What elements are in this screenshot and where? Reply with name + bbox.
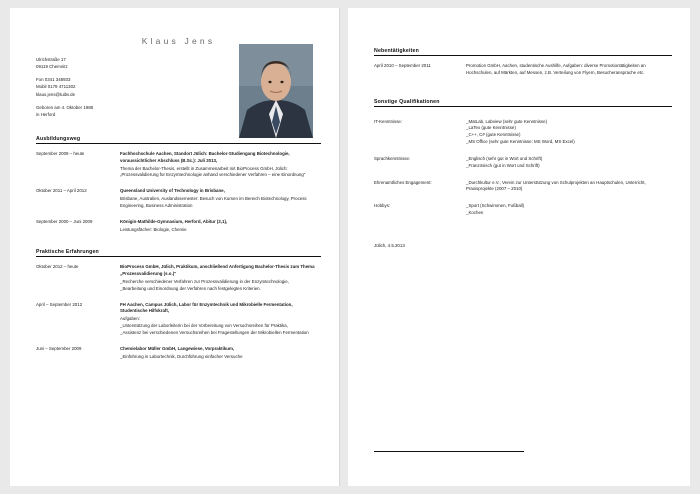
contact-phone: Fon 0341 348933 xyxy=(36,77,71,83)
entry-detail: Brisbane, Australien, Auslandssemester: Besuch von Kursen im Bereich Biotechnology, Process Engineering, Business Administration xyxy=(120,196,307,208)
qualification-row-volunteering xyxy=(374,180,672,194)
entry-detail: Promotion GmbH, Aachen, studentische Aushilfe, Aufgaben: diverse Promotiontätigkeiten an Hochschulen, auf Märkten, auf Messen, z.B. Verteilung von Flyern, Besucheransprache etc. xyxy=(466,63,646,75)
entry-body xyxy=(120,346,321,361)
experience-entry xyxy=(36,346,321,361)
row-values xyxy=(466,180,672,194)
entry-headline: Königin-Mathilde-Gymnasium, Herford, Abitur (2,1), xyxy=(120,218,228,224)
contact-birth-date: Geboren am 4. Oktober 1988 xyxy=(36,104,94,110)
entry-detail: Leistungsfächer: Biologie, Chemie xyxy=(120,226,187,232)
entry-headline: Fachhochschule Aachen, Standort Jülich: Bachelor-Studiengang Biotechnologie, voraussichtlicher Abschluss (B.Sc.): Juli 2013, xyxy=(120,150,290,163)
qualification-row-hobbies xyxy=(374,203,672,217)
entry-date: April 2010 – September 2011 xyxy=(374,63,431,68)
education-entry xyxy=(36,188,321,209)
qualification-row-it xyxy=(374,119,672,146)
entry-detail: _Bearbeitung und Einordnung der Verfahren nach festgelegten Kriterien. xyxy=(120,285,261,291)
row-label: Ehrenamtliches Engagement: xyxy=(374,179,432,185)
section-title-education: Ausbildungsweg xyxy=(36,136,321,144)
row-value: _C++, C# (gute Kenntnisse) xyxy=(466,132,521,138)
row-values xyxy=(466,156,672,170)
row-value: _LaTex (gute Kenntnisse) xyxy=(466,125,516,131)
row-values xyxy=(466,203,672,217)
qualification-row-languages xyxy=(374,156,672,170)
entry-body xyxy=(120,264,321,292)
row-label: IT-Kenntnisse: xyxy=(374,118,403,124)
row-value: _MatLab, Labview (sehr gute Kenntnisse) xyxy=(466,118,548,124)
row-value: _Durchkultur e.V., Verein zur Unterstützung von Schulprojekten an Hauptschulen, Unterricht, Praxisprojekte (2007 – 2010) xyxy=(466,179,646,192)
cv-page-right xyxy=(348,8,690,486)
entry-headline: BioProcess GmbH, Jülich, Praktikum, anschließend Anfertigung Bachelor-Thesis zum Thema „Prozessvalidierung (s.o.)" xyxy=(120,264,315,277)
row-value: _Sport (Schwimmen, Fußball) xyxy=(466,203,525,209)
entry-body xyxy=(466,63,672,77)
contact-city: 09119 Chemnitz xyxy=(36,64,68,70)
entry-headline: FH Aachen, Campus Jülich, Labor für Enzymtechnik und Mikrobielle Fermentation, Studentische Hilfskraft, xyxy=(120,301,293,314)
entry-date: Oktober 2011 – April 2012 xyxy=(36,188,87,194)
section-title-qualifications: Sonstige Qualifikationen xyxy=(374,99,672,107)
section-title-experience: Praktische Erfahrungen xyxy=(36,249,321,257)
place-date-line: Jülich, 4.5.2013 xyxy=(374,242,405,248)
section-qualifications xyxy=(374,99,672,217)
contact-mobile: Mobil 0179 4711302 xyxy=(36,84,76,90)
education-entry xyxy=(36,219,321,234)
page-title: Klaus Jens xyxy=(141,36,216,46)
entry-detail: Thema der Bachelor-Thesis, erstellt in Zusammenarbeit mit BioProcess GmbH, Jülich: „Prozessvalidierung für Enzymtechnologie anhand verschiedener Verfahren – eine Einordnung" xyxy=(120,165,306,178)
entry-headline: Queensland University of Technology in Brisbane, xyxy=(120,188,225,194)
entry-date: Oktober 2012 – heute xyxy=(36,264,79,270)
section-experience xyxy=(36,249,321,360)
contact-block xyxy=(36,56,186,118)
entry-detail: Aufgaben: xyxy=(120,316,141,322)
row-value: _Englisch (sehr gut in Wort und Schrift) xyxy=(466,155,543,161)
section-side-jobs xyxy=(374,48,672,77)
cv-page-left xyxy=(10,8,340,486)
entry-detail: _Assistenz bei verschiedenen Versuchsreihen bei Fragestellungen der Mikrobiellen Fermentation xyxy=(120,329,309,335)
section-title-side-jobs: Nebentätigkeiten xyxy=(374,48,672,56)
entry-date: September 2009 – heute xyxy=(36,150,85,156)
section-education xyxy=(36,136,321,233)
contact-email[interactable]: klaus.jens@tuibv.de xyxy=(36,91,76,97)
side-job-entry xyxy=(374,63,672,77)
entry-body xyxy=(120,219,321,234)
row-values xyxy=(466,119,672,146)
experience-entry xyxy=(36,264,321,292)
entry-body xyxy=(120,151,321,179)
signature-line xyxy=(374,451,524,452)
portrait-photo xyxy=(239,44,313,138)
entry-detail: _Recherche verschiedener Verfahren zur Prozessvalidierung in der Enzymtechnologie, xyxy=(120,278,289,284)
entry-body xyxy=(120,302,321,337)
entry-date: September 2000 – Juni 2009 xyxy=(36,218,93,224)
row-value: _MS Office (sehr gute Kenntnisse: MS Word, MS Excel) xyxy=(466,139,575,145)
entry-detail: _Einführung in Labortechnik, Durchführung einfacher Versuche xyxy=(120,353,243,359)
entry-body xyxy=(120,188,321,209)
entry-date: April – September 2012 xyxy=(36,301,83,307)
entry-headline: Chemielabor Müller GmbH, Langewiese, Vorpraktikum, xyxy=(120,345,235,351)
row-label: Hobbys: xyxy=(374,203,391,209)
education-entry xyxy=(36,151,321,179)
row-value: _Französisch (gut in Wort und Schrift) xyxy=(466,162,540,168)
row-label: Sprachkenntnisse: xyxy=(374,155,411,161)
row-value: _Kochen xyxy=(466,210,484,216)
contact-street: Ulrichstraße 17 xyxy=(36,57,66,62)
contact-birth-place: in Herford xyxy=(36,111,56,117)
entry-detail: _Unterstützung der Laborleiterin bei der Vorbereitung von Versuchsreihen für Praktika, xyxy=(120,323,288,329)
experience-entry xyxy=(36,302,321,337)
entry-date: Juni – September 2009 xyxy=(36,345,82,351)
